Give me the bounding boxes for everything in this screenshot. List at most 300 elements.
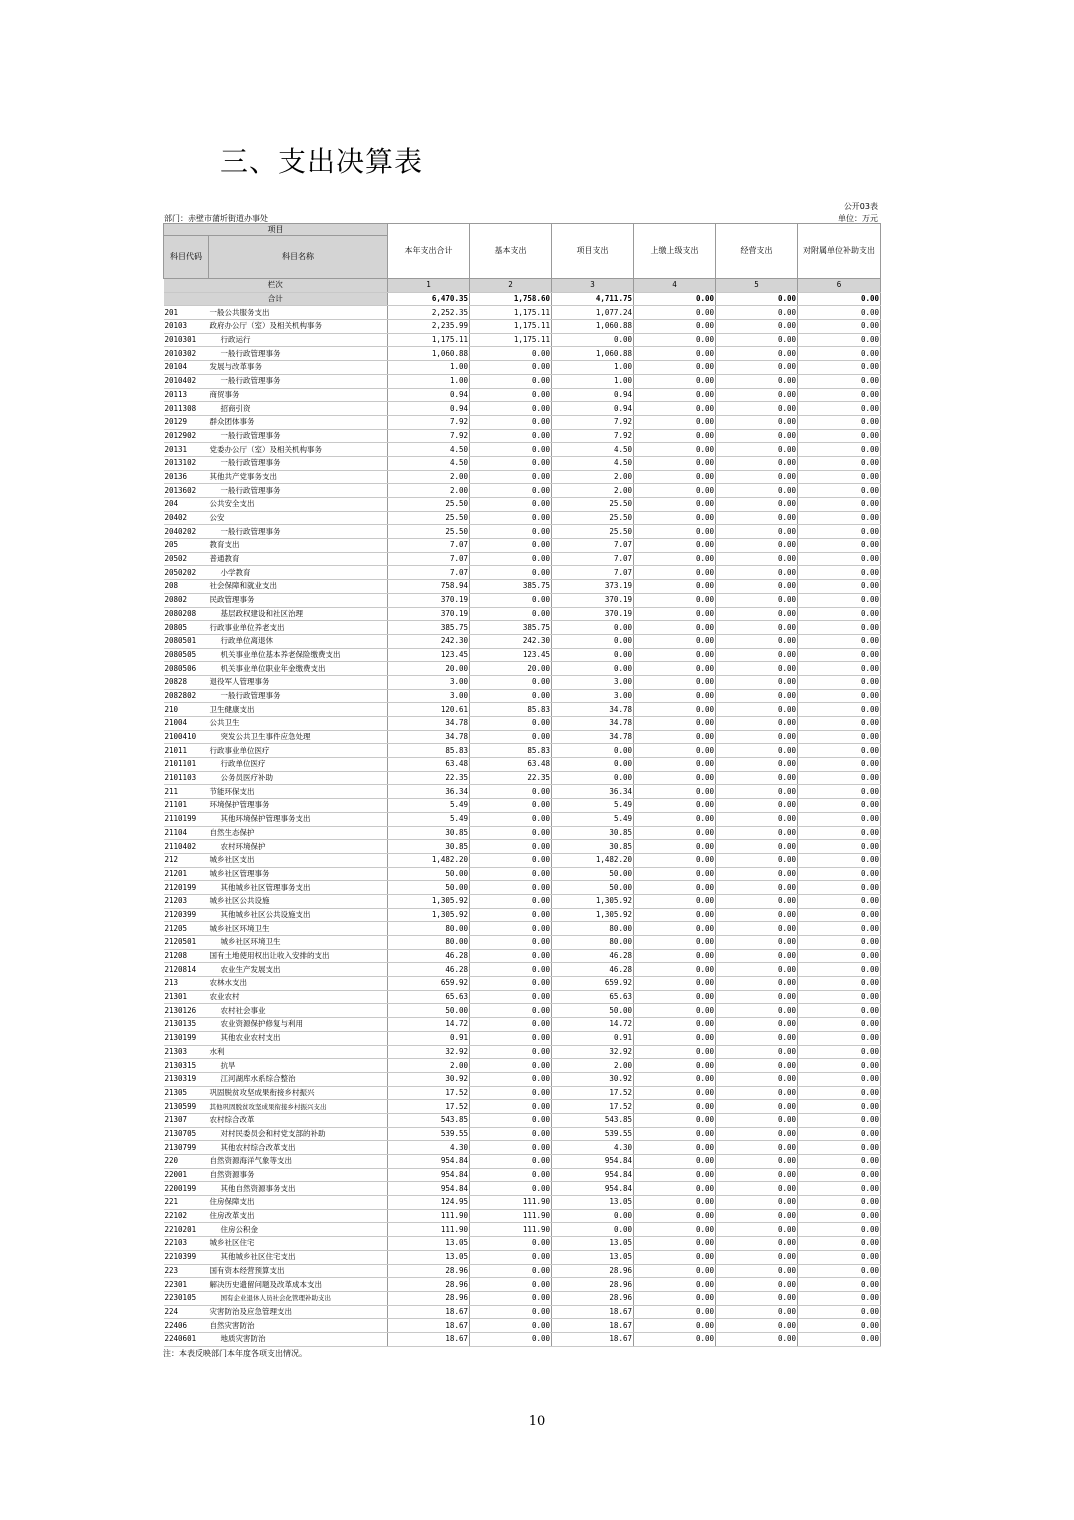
amount-cell: 0.00 xyxy=(798,320,881,334)
amount-cell: 0.94 xyxy=(388,388,470,402)
amount-cell: 0.00 xyxy=(798,963,881,977)
amount-cell: 0.00 xyxy=(798,1059,881,1073)
subject-code: 21305 xyxy=(164,1086,209,1100)
name-col-header: 科目名称 xyxy=(209,236,388,279)
amount-cell: 0.00 xyxy=(634,443,716,457)
amount-cell: 0.00 xyxy=(634,840,716,854)
amount-cell: 0.00 xyxy=(470,799,552,813)
amount-cell: 0.00 xyxy=(634,402,716,416)
amount-cell: 36.34 xyxy=(388,785,470,799)
subject-code: 2013102 xyxy=(164,456,209,470)
amount-cell: 0.00 xyxy=(798,812,881,826)
subject-name: 住房保障支出 xyxy=(209,1196,388,1210)
amount-cell: 2.00 xyxy=(552,484,634,498)
amount-cell: 0.00 xyxy=(634,744,716,758)
amount-cell: 0.00 xyxy=(798,374,881,388)
amount-cell: 0.00 xyxy=(470,1291,552,1305)
amount-cell: 2.00 xyxy=(388,470,470,484)
table-row xyxy=(164,621,881,635)
table-row xyxy=(164,922,881,936)
amount-cell: 0.00 xyxy=(634,758,716,772)
table-row xyxy=(164,593,881,607)
table-row xyxy=(164,498,881,512)
col-header-6: 对附属单位补助支出 xyxy=(798,224,881,279)
amount-cell: 0.00 xyxy=(470,1141,552,1155)
amount-cell: 111.90 xyxy=(470,1223,552,1237)
amount-cell: 370.19 xyxy=(552,607,634,621)
amount-cell: 0.00 xyxy=(470,539,552,553)
amount-cell: 539.55 xyxy=(388,1127,470,1141)
subject-code: 210 xyxy=(164,703,209,717)
subject-code: 21011 xyxy=(164,744,209,758)
amount-cell: 3.00 xyxy=(388,689,470,703)
amount-cell: 0.00 xyxy=(470,963,552,977)
amount-cell: 0.00 xyxy=(716,1031,798,1045)
amount-cell: 0.00 xyxy=(634,1332,716,1346)
amount-cell: 0.00 xyxy=(634,1250,716,1264)
amount-cell: 0.00 xyxy=(634,429,716,443)
amount-cell: 0.00 xyxy=(798,566,881,580)
subject-code: 21201 xyxy=(164,867,209,881)
amount-cell: 7.92 xyxy=(552,429,634,443)
amount-cell: 0.00 xyxy=(634,593,716,607)
subject-name: 一般行政管理事务 xyxy=(209,347,388,361)
amount-cell: 0.00 xyxy=(716,990,798,1004)
amount-cell: 0.94 xyxy=(388,402,470,416)
amount-cell: 1,175.11 xyxy=(470,320,552,334)
subject-code: 2120199 xyxy=(164,881,209,895)
amount-cell: 34.78 xyxy=(388,730,470,744)
amount-cell: 0.00 xyxy=(716,539,798,553)
amount-cell: 0.00 xyxy=(798,771,881,785)
subject-name: 自然资源海洋气象等支出 xyxy=(209,1155,388,1169)
amount-cell: 0.00 xyxy=(716,1072,798,1086)
col-number-3: 3 xyxy=(552,279,634,293)
expenditure-table xyxy=(163,223,881,1347)
amount-cell: 0.00 xyxy=(634,689,716,703)
subject-code: 2080501 xyxy=(164,634,209,648)
amount-cell: 0.00 xyxy=(634,484,716,498)
amount-cell: 18.67 xyxy=(388,1305,470,1319)
subject-name: 一般行政管理事务 xyxy=(209,484,388,498)
amount-cell: 28.96 xyxy=(388,1278,470,1292)
amount-cell: 0.00 xyxy=(716,744,798,758)
subject-name: 其他共产党事务支出 xyxy=(209,470,388,484)
amount-cell: 0.00 xyxy=(470,908,552,922)
row-label: 栏次 xyxy=(164,279,388,293)
table-row xyxy=(164,634,881,648)
amount-cell: 7.92 xyxy=(552,415,634,429)
amount-cell: 0.00 xyxy=(798,1305,881,1319)
amount-cell: 0.00 xyxy=(798,607,881,621)
amount-cell: 0.00 xyxy=(470,785,552,799)
amount-cell: 2.00 xyxy=(388,484,470,498)
subject-name: 城乡社区环境卫生 xyxy=(209,922,388,936)
amount-cell: 0.00 xyxy=(634,1182,716,1196)
amount-cell: 5.49 xyxy=(388,799,470,813)
amount-cell: 0.00 xyxy=(634,1100,716,1114)
amount-cell: 0.00 xyxy=(798,456,881,470)
table-row xyxy=(164,1045,881,1059)
amount-cell: 0.00 xyxy=(798,1223,881,1237)
amount-cell: 0.00 xyxy=(798,1264,881,1278)
amount-cell: 0.00 xyxy=(552,771,634,785)
amount-cell: 25.50 xyxy=(552,511,634,525)
amount-cell: 0.00 xyxy=(634,1004,716,1018)
amount-cell: 0.91 xyxy=(388,1031,470,1045)
subject-code: 20802 xyxy=(164,593,209,607)
table-row xyxy=(164,936,881,950)
subject-code: 2080506 xyxy=(164,662,209,676)
amount-cell: 0.00 xyxy=(634,1209,716,1223)
table-meta xyxy=(163,199,880,223)
subject-code: 201 xyxy=(164,306,209,320)
amount-cell: 0.00 xyxy=(470,1004,552,1018)
amount-cell: 1,175.11 xyxy=(470,306,552,320)
amount-cell: 0.00 xyxy=(798,388,881,402)
table-row xyxy=(164,443,881,457)
amount-cell: 0.00 xyxy=(798,1196,881,1210)
subject-name: 小学教育 xyxy=(209,566,388,580)
amount-cell: 0.00 xyxy=(716,894,798,908)
amount-cell: 0.00 xyxy=(798,484,881,498)
amount-cell: 1.00 xyxy=(388,361,470,375)
amount-cell: 0.00 xyxy=(634,333,716,347)
subject-code: 2200199 xyxy=(164,1182,209,1196)
amount-cell: 0.00 xyxy=(634,580,716,594)
table-row xyxy=(164,320,881,334)
amount-cell: 0.00 xyxy=(634,881,716,895)
amount-cell: 30.85 xyxy=(552,840,634,854)
amount-cell: 7.07 xyxy=(552,539,634,553)
amount-cell: 0.00 xyxy=(470,1278,552,1292)
amount-cell: 0.00 xyxy=(716,1196,798,1210)
subject-code: 20828 xyxy=(164,675,209,689)
amount-cell: 0.00 xyxy=(470,593,552,607)
table-row xyxy=(164,402,881,416)
code-col-header: 科目代码 xyxy=(164,236,209,279)
amount-cell: 0.00 xyxy=(470,1059,552,1073)
amount-cell: 0.00 xyxy=(634,1031,716,1045)
amount-cell: 0.00 xyxy=(716,730,798,744)
amount-cell: 0.00 xyxy=(798,306,881,320)
subject-code: 2080505 xyxy=(164,648,209,662)
amount-cell: 0.00 xyxy=(716,1250,798,1264)
amount-cell: 2,235.99 xyxy=(388,320,470,334)
table-row xyxy=(164,990,881,1004)
subject-code: 2010301 xyxy=(164,333,209,347)
amount-cell: 2,252.35 xyxy=(388,306,470,320)
table-row xyxy=(164,1059,881,1073)
amount-cell: 0.00 xyxy=(798,977,881,991)
table-row xyxy=(164,1237,881,1251)
amount-cell: 65.63 xyxy=(388,990,470,1004)
amount-cell: 0.00 xyxy=(798,881,881,895)
amount-cell: 0.00 xyxy=(798,703,881,717)
amount-cell: 0.00 xyxy=(470,840,552,854)
amount-cell: 111.90 xyxy=(388,1209,470,1223)
amount-cell: 0.00 xyxy=(634,1045,716,1059)
amount-cell: 0.00 xyxy=(716,1237,798,1251)
table-row xyxy=(164,867,881,881)
amount-cell: 0.00 xyxy=(798,867,881,881)
amount-cell: 0.00 xyxy=(470,1018,552,1032)
amount-cell: 0.00 xyxy=(552,634,634,648)
subject-name: 一般行政管理事务 xyxy=(209,374,388,388)
amount-cell: 0.00 xyxy=(716,1182,798,1196)
amount-cell: 0.00 xyxy=(716,1264,798,1278)
subject-code: 2210201 xyxy=(164,1223,209,1237)
amount-cell: 0.00 xyxy=(470,867,552,881)
amount-cell: 0.00 xyxy=(798,1209,881,1223)
subject-code: 204 xyxy=(164,498,209,512)
table-row xyxy=(164,1182,881,1196)
amount-cell: 0.00 xyxy=(634,675,716,689)
amount-cell: 1,305.92 xyxy=(388,908,470,922)
amount-cell: 0.00 xyxy=(470,607,552,621)
subject-code: 21104 xyxy=(164,826,209,840)
amount-cell: 539.55 xyxy=(552,1127,634,1141)
amount-cell: 0.00 xyxy=(634,634,716,648)
subject-name: 普通教育 xyxy=(209,552,388,566)
page-title: 三、支出决算表 xyxy=(220,145,424,178)
subject-code: 2012902 xyxy=(164,429,209,443)
amount-cell: 4.50 xyxy=(552,456,634,470)
amount-cell: 2.00 xyxy=(388,1059,470,1073)
subject-code: 224 xyxy=(164,1305,209,1319)
subject-code: 22102 xyxy=(164,1209,209,1223)
amount-cell: 0.00 xyxy=(798,1319,881,1333)
amount-cell: 0.00 xyxy=(798,799,881,813)
subject-code: 21205 xyxy=(164,922,209,936)
amount-cell: 18.67 xyxy=(388,1332,470,1346)
amount-cell: 0.00 xyxy=(716,361,798,375)
amount-cell: 0.00 xyxy=(470,1086,552,1100)
amount-cell: 0.00 xyxy=(716,1332,798,1346)
amount-cell: 0.00 xyxy=(716,1127,798,1141)
table-row xyxy=(164,853,881,867)
subject-name: 城乡社区管理事务 xyxy=(209,867,388,881)
amount-cell: 0.00 xyxy=(716,415,798,429)
table-row xyxy=(164,1141,881,1155)
total-value-4: 0.00 xyxy=(634,292,716,306)
amount-cell: 0.00 xyxy=(716,484,798,498)
amount-cell: 0.00 xyxy=(634,990,716,1004)
table-row xyxy=(164,1223,881,1237)
table-row xyxy=(164,1168,881,1182)
amount-cell: 0.00 xyxy=(634,1072,716,1086)
subject-code: 20129 xyxy=(164,415,209,429)
subject-name: 抗旱 xyxy=(209,1059,388,1073)
amount-cell: 0.00 xyxy=(552,648,634,662)
table-row xyxy=(164,388,881,402)
col-header-4: 上缴上级支出 xyxy=(634,224,716,279)
amount-cell: 63.48 xyxy=(470,758,552,772)
amount-cell: 0.00 xyxy=(634,648,716,662)
amount-cell: 0.00 xyxy=(634,1155,716,1169)
amount-cell: 0.00 xyxy=(798,361,881,375)
amount-cell: 0.00 xyxy=(470,730,552,744)
amount-cell: 34.78 xyxy=(552,703,634,717)
amount-cell: 0.00 xyxy=(634,703,716,717)
amount-cell: 17.52 xyxy=(552,1100,634,1114)
table-row xyxy=(164,470,881,484)
amount-cell: 242.30 xyxy=(388,634,470,648)
subject-code: 20805 xyxy=(164,621,209,635)
amount-cell: 0.00 xyxy=(634,361,716,375)
amount-cell: 80.00 xyxy=(552,936,634,950)
subject-name: 公务员医疗补助 xyxy=(209,771,388,785)
amount-cell: 954.84 xyxy=(552,1182,634,1196)
table-row xyxy=(164,730,881,744)
amount-cell: 0.00 xyxy=(798,1182,881,1196)
amount-cell: 0.00 xyxy=(470,443,552,457)
table-row xyxy=(164,758,881,772)
subject-code: 2130135 xyxy=(164,1018,209,1032)
amount-cell: 0.00 xyxy=(634,306,716,320)
amount-cell: 4.50 xyxy=(388,443,470,457)
subject-name: 社会保障和就业支出 xyxy=(209,580,388,594)
table-row xyxy=(164,347,881,361)
amount-cell: 0.00 xyxy=(716,853,798,867)
amount-cell: 80.00 xyxy=(388,936,470,950)
col-number-4: 4 xyxy=(634,279,716,293)
subject-name: 城乡社区公共设施 xyxy=(209,894,388,908)
amount-cell: 18.67 xyxy=(552,1332,634,1346)
subject-name: 农村社会事业 xyxy=(209,1004,388,1018)
amount-cell: 0.00 xyxy=(716,1059,798,1073)
subject-name: 灾害防治及应急管理支出 xyxy=(209,1305,388,1319)
amount-cell: 7.07 xyxy=(388,566,470,580)
amount-cell: 7.07 xyxy=(388,552,470,566)
amount-cell: 0.00 xyxy=(470,552,552,566)
item-group-header: 项目 xyxy=(164,224,388,236)
amount-cell: 0.00 xyxy=(798,922,881,936)
amount-cell: 1,175.11 xyxy=(388,333,470,347)
amount-cell: 25.50 xyxy=(552,525,634,539)
amount-cell: 0.00 xyxy=(634,894,716,908)
amount-cell: 0.00 xyxy=(716,922,798,936)
subject-name: 政府办公厅（室）及相关机构事务 xyxy=(209,320,388,334)
amount-cell: 0.00 xyxy=(716,1086,798,1100)
subject-name: 对村民委员会和村党支部的补助 xyxy=(209,1127,388,1141)
amount-cell: 0.00 xyxy=(716,1168,798,1182)
amount-cell: 0.00 xyxy=(798,894,881,908)
amount-cell: 0.00 xyxy=(634,415,716,429)
amount-cell: 0.00 xyxy=(798,1127,881,1141)
amount-cell: 0.00 xyxy=(634,717,716,731)
subject-name: 城乡社区环境卫生 xyxy=(209,936,388,950)
amount-cell: 0.00 xyxy=(716,908,798,922)
amount-cell: 0.00 xyxy=(634,1059,716,1073)
amount-cell: 0.00 xyxy=(798,1155,881,1169)
table-row xyxy=(164,977,881,991)
amount-cell: 385.75 xyxy=(470,621,552,635)
amount-cell: 0.00 xyxy=(716,949,798,963)
amount-cell: 0.00 xyxy=(716,456,798,470)
amount-cell: 0.00 xyxy=(634,812,716,826)
subject-name: 城乡社区住宅 xyxy=(209,1237,388,1251)
amount-cell: 1,305.92 xyxy=(552,908,634,922)
subject-code: 2210399 xyxy=(164,1250,209,1264)
unit-label: 单位：万元 xyxy=(838,214,878,223)
amount-cell: 0.00 xyxy=(634,1086,716,1100)
amount-cell: 0.00 xyxy=(716,799,798,813)
subject-code: 21208 xyxy=(164,949,209,963)
amount-cell: 0.00 xyxy=(798,552,881,566)
subject-code: 2050202 xyxy=(164,566,209,580)
amount-cell: 0.00 xyxy=(552,1209,634,1223)
subject-code: 211 xyxy=(164,785,209,799)
amount-cell: 0.00 xyxy=(798,826,881,840)
amount-cell: 0.00 xyxy=(470,1237,552,1251)
amount-cell: 50.00 xyxy=(388,867,470,881)
subject-name: 江河湖库水系综合整治 xyxy=(209,1072,388,1086)
amount-cell: 0.00 xyxy=(634,320,716,334)
amount-cell: 0.00 xyxy=(798,1278,881,1292)
amount-cell: 954.84 xyxy=(552,1168,634,1182)
subject-name: 商贸事务 xyxy=(209,388,388,402)
subject-name: 教育支出 xyxy=(209,539,388,553)
amount-cell: 0.00 xyxy=(716,771,798,785)
amount-cell: 0.00 xyxy=(716,429,798,443)
amount-cell: 123.45 xyxy=(470,648,552,662)
amount-cell: 0.00 xyxy=(634,1278,716,1292)
amount-cell: 3.00 xyxy=(552,689,634,703)
subject-code: 21301 xyxy=(164,990,209,1004)
subject-name: 行政事业单位医疗 xyxy=(209,744,388,758)
amount-cell: 5.49 xyxy=(388,812,470,826)
amount-cell: 0.00 xyxy=(798,498,881,512)
subject-name: 行政事业单位养老支出 xyxy=(209,621,388,635)
amount-cell: 0.00 xyxy=(552,662,634,676)
subject-name: 退役军人管理事务 xyxy=(209,675,388,689)
amount-cell: 0.00 xyxy=(470,1100,552,1114)
amount-cell: 13.05 xyxy=(552,1250,634,1264)
subject-code: 22001 xyxy=(164,1168,209,1182)
subject-name: 公共卫生 xyxy=(209,717,388,731)
subject-name: 农业生产发展支出 xyxy=(209,963,388,977)
amount-cell: 0.00 xyxy=(798,936,881,950)
amount-cell: 0.00 xyxy=(798,717,881,731)
amount-cell: 0.00 xyxy=(716,470,798,484)
amount-cell: 1.00 xyxy=(552,374,634,388)
table-row xyxy=(164,1086,881,1100)
table-row xyxy=(164,1072,881,1086)
amount-cell: 370.19 xyxy=(552,593,634,607)
amount-cell: 0.00 xyxy=(634,1291,716,1305)
amount-cell: 0.00 xyxy=(716,1018,798,1032)
subject-code: 2010402 xyxy=(164,374,209,388)
amount-cell: 0.00 xyxy=(470,1127,552,1141)
subject-name: 公共安全支出 xyxy=(209,498,388,512)
amount-cell: 0.00 xyxy=(634,1196,716,1210)
amount-cell: 0.00 xyxy=(798,662,881,676)
table-row xyxy=(164,552,881,566)
table-row xyxy=(164,1018,881,1032)
amount-cell: 0.00 xyxy=(716,634,798,648)
amount-cell: 0.00 xyxy=(634,1264,716,1278)
amount-cell: 0.00 xyxy=(716,1141,798,1155)
amount-cell: 0.00 xyxy=(634,771,716,785)
table-row xyxy=(164,1113,881,1127)
total-value-2: 1,758.60 xyxy=(470,292,552,306)
subject-name: 一般行政管理事务 xyxy=(209,525,388,539)
amount-cell: 0.00 xyxy=(798,949,881,963)
amount-cell: 0.00 xyxy=(552,621,634,635)
amount-cell: 0.00 xyxy=(716,511,798,525)
amount-cell: 28.96 xyxy=(552,1291,634,1305)
